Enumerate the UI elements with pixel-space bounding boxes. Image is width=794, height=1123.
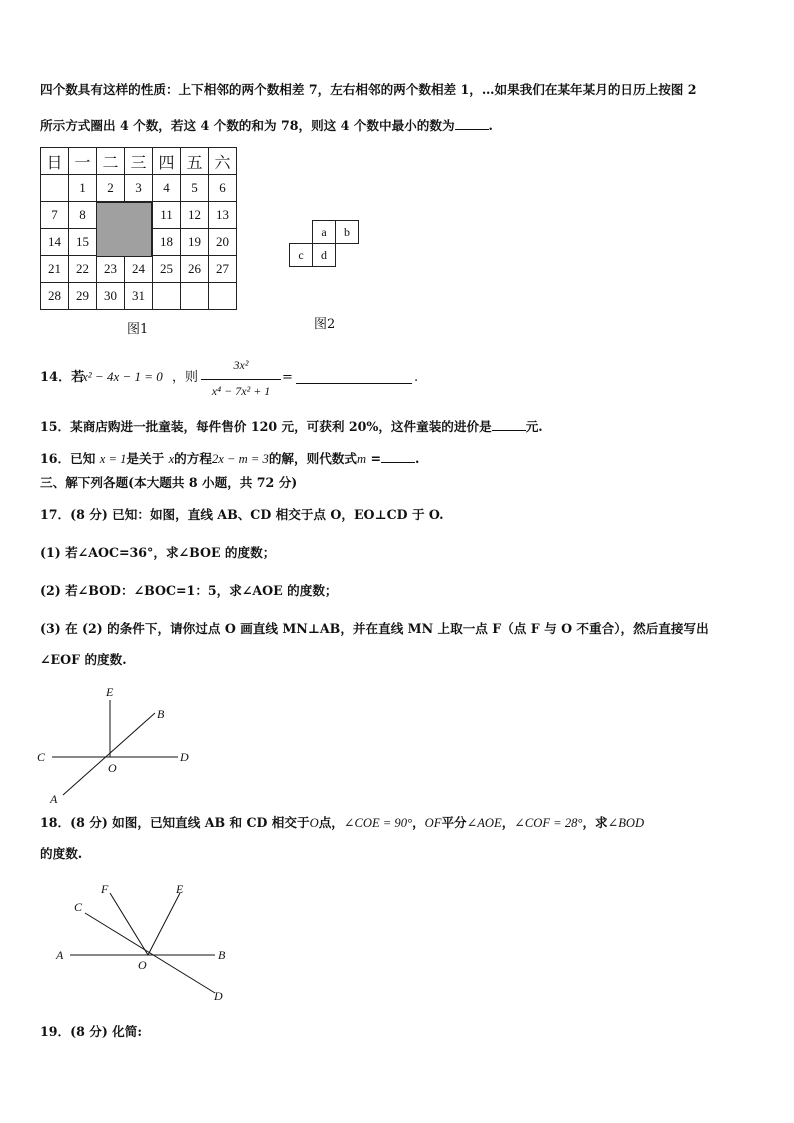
calendar-cell: 24 [125,256,153,283]
q16-t1: 是关于 [126,451,165,466]
q15-end: 元. [525,419,543,434]
line-cd [85,913,215,993]
q14-equation: x² − 4x − 1 = 0 [82,369,163,384]
calendar-cell: 11 [153,202,181,229]
q18-d: ， [412,815,425,830]
calendar-cell: 13 [209,202,237,229]
q14-numerator: 3x² [233,358,249,372]
label-f: F [101,882,109,896]
q18-b: 点， [318,815,344,830]
calendar-cell: 14 [41,229,69,256]
q18-line2: 的度数. [40,846,83,861]
calendar-cell: 26 [181,256,209,283]
label-o: O [108,761,117,775]
fig1-caption: 图1 [127,322,149,337]
ray-oe [148,893,180,955]
q14-prefix: 14．若 [40,370,85,385]
label-d: D [180,750,189,764]
q17-part2: (2) 若∠BOD：∠BOC=1：5，求∠AOE 的度数； [40,583,338,598]
calendar-header: 日 [41,148,69,175]
q14-end: . [414,370,419,385]
fig2-cell-c: c [289,243,313,267]
label-c: C [37,750,46,764]
q17-part3a: (3) 在 (2) 的条件下，请你过点 O 画直线 MN⊥AB，并在直线 MN 上取一点 F（点 F 与 O 不重合），然后直接写出 [40,621,709,636]
q14-equals: = [282,370,293,385]
q15-text: 15．某商店购进一批童装，每件售价 120 元，可获利 20%，这件童装的进价是 [40,419,492,434]
calendar-cell: 28 [41,283,69,310]
calendar-cell: 15 [69,229,97,256]
fig2-cell-b: b [335,220,359,244]
fig2-cell-d: d [312,243,336,267]
section-3-heading: 三、解下列各题(本大题共 8 小题，共 72 分) [40,475,298,490]
q18-a: 18．(8 分) 如图，已知直线 AB 和 CD 相交于 [40,815,310,830]
q14-denominator: x⁴ − 7x² + 1 [211,384,271,398]
q17-part1: (1) 若∠AOC=36°，求∠BOE 的度数； [40,545,276,560]
q13-line2-end: . [488,118,493,133]
q17-stem: 17．(8 分) 已知：如图，直线 AB、CD 相交于点 O，EO⊥CD 于 O. [40,507,444,522]
calendar-cell: 5 [181,175,209,202]
calendar-cell: 18 [153,229,181,256]
calendar-cell: 25 [153,256,181,283]
q19: 19．(8 分) 化简: [40,1024,142,1039]
q17-part3b: ∠EOF 的度数. [40,652,127,667]
q16-eq: 2x − m = 3 [211,452,269,466]
calendar-cell: 19 [181,229,209,256]
calendar-cell: 12 [181,202,209,229]
q16-prefix: 16．已知 [40,451,96,466]
q16-cond: x = 1 [99,452,127,466]
calendar-header: 六 [209,148,237,175]
calendar-header: 五 [181,148,209,175]
calendar-cell: 8 [69,202,97,229]
calendar-cell: 29 [69,283,97,310]
calendar-cell: 6 [209,175,237,202]
label-e: E [106,685,114,699]
label-a: A [56,948,64,962]
calendar-cell: 27 [209,256,237,283]
label-d: D [214,989,223,1003]
label-e: E [176,882,184,896]
q18-k: ∠BOD [607,816,645,830]
calendar-cell: 7 [41,202,69,229]
q18-j: ，求 [582,815,608,830]
label-b: B [157,707,165,721]
q18-c: ∠COE = 90° [343,816,413,830]
q18-i: ∠COF = 28° [514,816,583,830]
calendar-cell: 23 [97,256,125,283]
label-b: B [218,948,226,962]
calendar-cell: 31 [125,283,153,310]
fig2-caption: 图2 [314,317,336,332]
calendar-cell: 2 [97,175,125,202]
calendar-cell: 4 [153,175,181,202]
calendar-header: 二 [97,148,125,175]
calendar-cell: 22 [69,256,97,283]
label-a: A [50,792,58,806]
q18-g: ∠AOE [466,816,502,830]
calendar-cell: 21 [41,256,69,283]
q18-f: 平分 [441,815,467,830]
q18-e: OF [424,816,442,830]
calendar-cell: 20 [209,229,237,256]
fig2-cell-a: a [312,220,336,244]
label-o: O [138,958,147,972]
q13-line1: 四个数具有这样的性质：上下相邻的两个数相差 7，左右相邻的两个数相差 1，…如果我们在某年某月的日历上按图 2 [40,82,697,97]
q16-var: x [168,452,175,466]
q14-mid: ，则 [172,370,199,385]
calendar-cell: 1 [69,175,97,202]
calendar-header: 一 [69,148,97,175]
q16-t2: 的方程 [174,451,212,466]
calendar-header: 四 [153,148,181,175]
label-c: C [74,900,83,914]
calendar-cell: 3 [125,175,153,202]
q13-line2-text: 所示方式圈出 4 个数，若这 4 个数的和为 78，则这 4 个数中最小的数为 [40,118,455,133]
q16-t4: = [370,451,382,466]
calendar-cell: 30 [97,283,125,310]
q16-end: . [415,451,420,466]
q18-o: O [309,816,319,830]
calendar-header: 三 [125,148,153,175]
q16-expr: m [356,452,367,466]
q18-h: ， [501,815,515,830]
ray-of [110,893,148,955]
q16-t3: 的解，则代数式 [268,451,357,466]
